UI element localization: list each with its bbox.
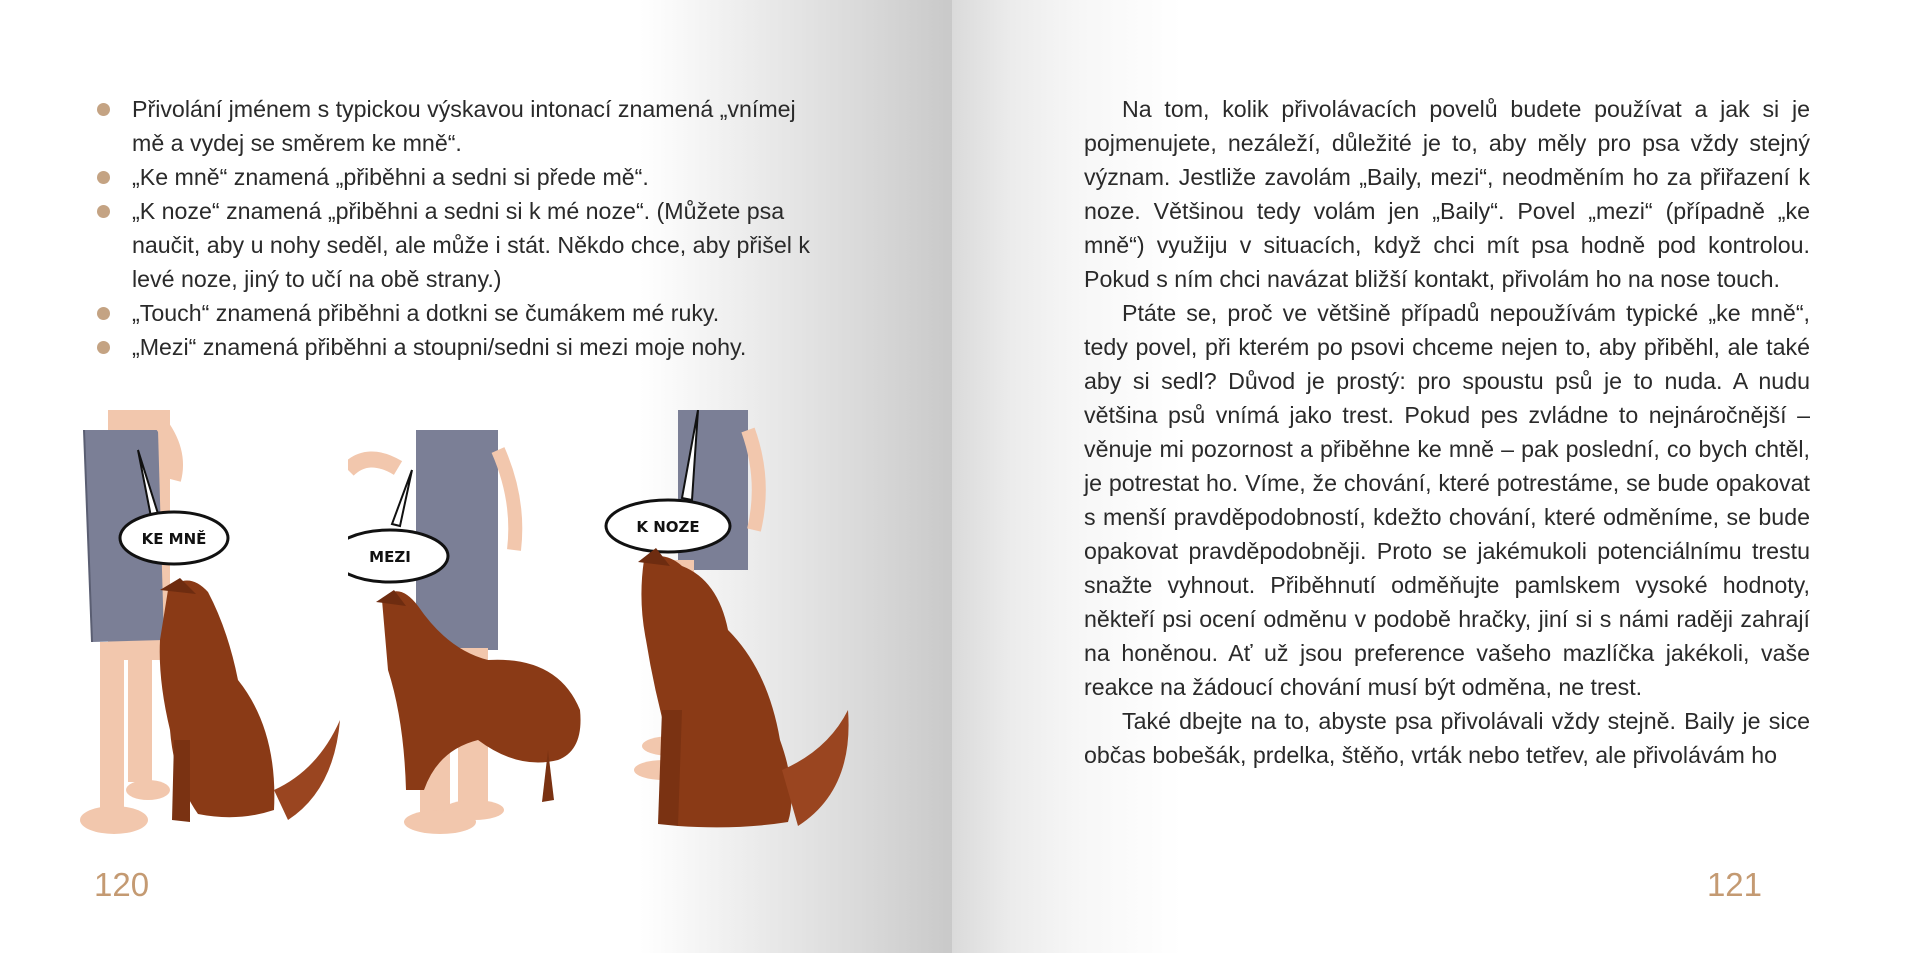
figure-ke-mne xyxy=(78,410,368,850)
list-item xyxy=(96,330,826,364)
figure-mezi xyxy=(348,410,638,850)
bullet-dot xyxy=(97,205,110,218)
dog-recall-illustration xyxy=(78,410,908,850)
dog xyxy=(638,548,849,827)
body-text xyxy=(1084,92,1810,772)
page-number-left: 120 xyxy=(94,866,150,903)
list-item-text: „K noze“ znamená „přiběhni a sedni si k mé noze“. (Můžete psa naučit, aby u nohy seděl, ale může i stát. Někdo chce, aby přišel k levé noze, jiný to učí na obě strany.) xyxy=(132,198,810,292)
paragraph: Také dbejte na to, abyste psa přivolávali vždy stejně. Baily je sice občas bobešák, prdelka, štěňo, vrták nebo tetřev, ale přivolávám ho xyxy=(1084,708,1810,768)
bullet-dot xyxy=(97,171,110,184)
list-item xyxy=(96,296,826,330)
bubble-label: K NOZE xyxy=(636,518,700,536)
command-list xyxy=(96,92,826,364)
list-item xyxy=(96,160,826,194)
page-number-right: 121 xyxy=(1706,866,1762,903)
person-legs xyxy=(80,410,176,834)
left-page xyxy=(0,0,952,953)
list-item-text: „Touch“ znamená přiběhni a dotkni se čumákem mé ruky. xyxy=(132,300,720,326)
paragraph: Ptáte se, proč ve většině případů nepoužívám typické „ke mně“, tedy povel, při kterém po psovi chceme nejen to, aby přiběhl, ale také aby si sedl? Důvod je prostý: pro spoustu psů je to nuda. A nudu většina psů vnímá jako trest. Pokud pes zvládne to nejnáročnější – věnuje mi pozornost a přiběhne ke mně – pak poslední, co bych chtěl, je potrestat ho. Víme, že chování, které potrestáme, se bude opakovat s menší pravděpodobností, kdežto chování, které odměníme, se bude opakovat pravděpodobněji. Proto se jakémukoli potenciálnímu trestu snažte vyhnout. Přiběhnutí odměňujte pamlskem vysoké hodnoty, někteří psi ocení odměnu v podobě hračky, jiní si s námi raději zahrají na honěnou. Ať už jsou preference vašeho mazlíčka jakékoli, vaše reakce na žádoucí chování musí být odměna, ne trest. xyxy=(1084,300,1810,700)
figure-k-noze xyxy=(598,410,908,850)
list-item-text: „Ke mně“ znamená „přiběhni a sedni si přede mě“. xyxy=(132,164,649,190)
list-item xyxy=(96,194,826,296)
bullet-dot xyxy=(97,341,110,354)
list-item-text: „Mezi“ znamená přiběhni a stoupni/sedni si mezi moje nohy. xyxy=(132,334,747,360)
bullet-dot xyxy=(97,307,110,320)
bullet-dot xyxy=(97,103,110,116)
dog xyxy=(160,578,340,822)
paragraph: Na tom, kolik přivolávacích povelů budete používat a jak si je pojmenujete, nezáleží, důležité je to, aby měly pro psa vždy stejný význam. Jestliže zavolám „Baily, mezi“, neodměním ho za přiřazení k noze. Většinou tedy volám jen „Baily“. Povel „mezi“ (případně „ke mně“) využiju v situacích, když chci mít psa hodně pod kontrolou. Pokud s ním chci navázat bližší kontakt, přivolám ho na nose touch. xyxy=(1084,96,1810,292)
list-item-text: Přivolání jménem s typickou výskavou intonací znamená „vnímej mě a vydej se směrem ke mně“. xyxy=(132,96,796,156)
bubble-label: MEZI xyxy=(369,548,411,566)
bubble-label: KE MNĚ xyxy=(141,530,207,548)
list-item xyxy=(96,92,826,160)
right-page xyxy=(952,0,1906,953)
